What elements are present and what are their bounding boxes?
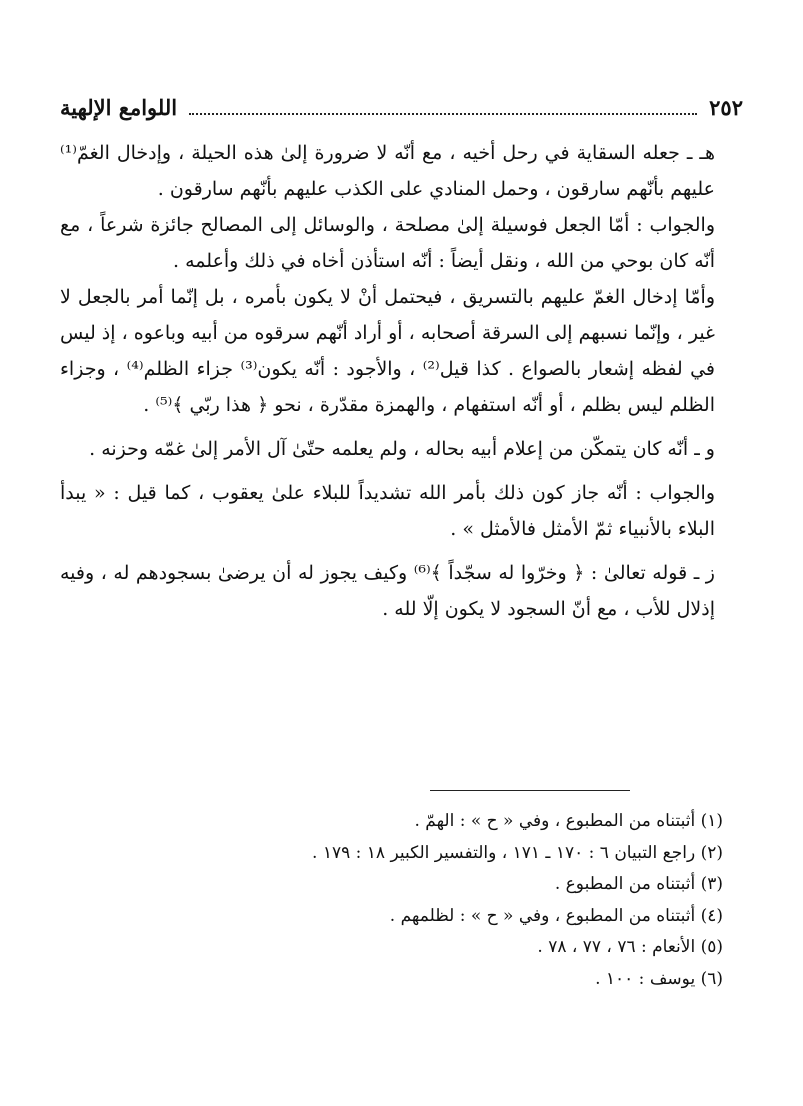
paragraph-answer-3: والجواب : أنّه جاز كون ذلك بأمر الله تشديداً للبلاء علىٰ يعقوب ، كما قيل : « يبدأ البلاء بالأنبياء ثمّ الأمثل فالأمثل » . bbox=[60, 482, 715, 540]
paragraph-answer-2: وأمّا إدخال الغمّ عليهم بالتسريق ، فيحتمل أنْ لا يكون بأمره ، بل إنّما أمر بالجعل لا غير ، وإنّما نسبهم إلى السرقة أصحابه ، أو أراد أنّهم سرقوه من أبيه وباعوه ، إذ ليس في لفظه إشعار بالصواع . كذا قيل⁽²⁾ ، والأجود : أنّه يكون⁽³⁾ جزاء الظلم⁽⁴⁾ ، وجزاء الظلم ليس بظلم ، أو أنّه استفهام ، والهمزة مقدّرة ، نحو ﴿ هذا ربّي ﴾⁽⁵⁾ . bbox=[60, 286, 716, 416]
paragraph-answer-1: والجواب : أمّا الجعل فوسيلة إلىٰ مصلحة ، والوسائل إلى المصالح جائزة شرعاً ، مع أنّه كان بوحي من الله ، ونقل أيضاً : أنّه استأذن أخاه في ذلك وأعلمه . bbox=[60, 214, 715, 272]
footnotes bbox=[60, 806, 743, 995]
footnote-item: (٤) أثبتناه من المطبوع ، وفي « ح » : لظلمهم . bbox=[389, 905, 723, 926]
footnote-item: (٦) يوسف : ١٠٠ . bbox=[595, 968, 723, 989]
paragraph-point-zay: ز ـ قوله تعالىٰ : ﴿ وخرّوا له سجّداً ﴾⁽⁶⁾ وكيف يجوز له أن يرضىٰ بسجودهم له ، وفيه إذلال للأب ، مع أنّ السجود لا يكون إلّا لله . bbox=[60, 562, 715, 620]
paragraph-point-waw: و ـ أنّه كان يتمكّن من إعلام أبيه بحاله ، ولم يعلمه حتّىٰ آل الأمر إلىٰ غمّه وحزنه . bbox=[89, 438, 715, 460]
page-number: ٢٥٢ bbox=[709, 95, 743, 120]
footnote-item: (٥) الأنعام : ٧٦ ، ٧٧ ، ٧٨ . bbox=[537, 937, 723, 957]
running-title: اللوامع الإلهية bbox=[60, 95, 178, 120]
page-body bbox=[60, 95, 743, 627]
footnote-item: (٢) راجع التبيان ٦ : ١٧٠ ـ ١٧١ ، والتفسير الكبير ١٨ : ١٧٩ . bbox=[312, 842, 723, 863]
footnote-item: (١) أثبتناه من المطبوع ، وفي « ح » : الهمّ . bbox=[414, 811, 723, 831]
paragraph-point-he: هـ ـ جعله السقاية في رحل أخيه ، مع أنّه لا ضرورة إلىٰ هذه الحيلة ، وإدخال الغمّ⁽¹⁾ عليهم بأنّهم سارقون ، وحمل المنادي على الكذب عليهم بأنّهم سارقون . bbox=[60, 142, 715, 200]
footnote-item: (٣) أثبتناه من المطبوع . bbox=[554, 874, 723, 894]
running-header bbox=[60, 95, 743, 135]
header-dot-leader bbox=[189, 113, 697, 115]
footnote-divider bbox=[430, 790, 630, 791]
